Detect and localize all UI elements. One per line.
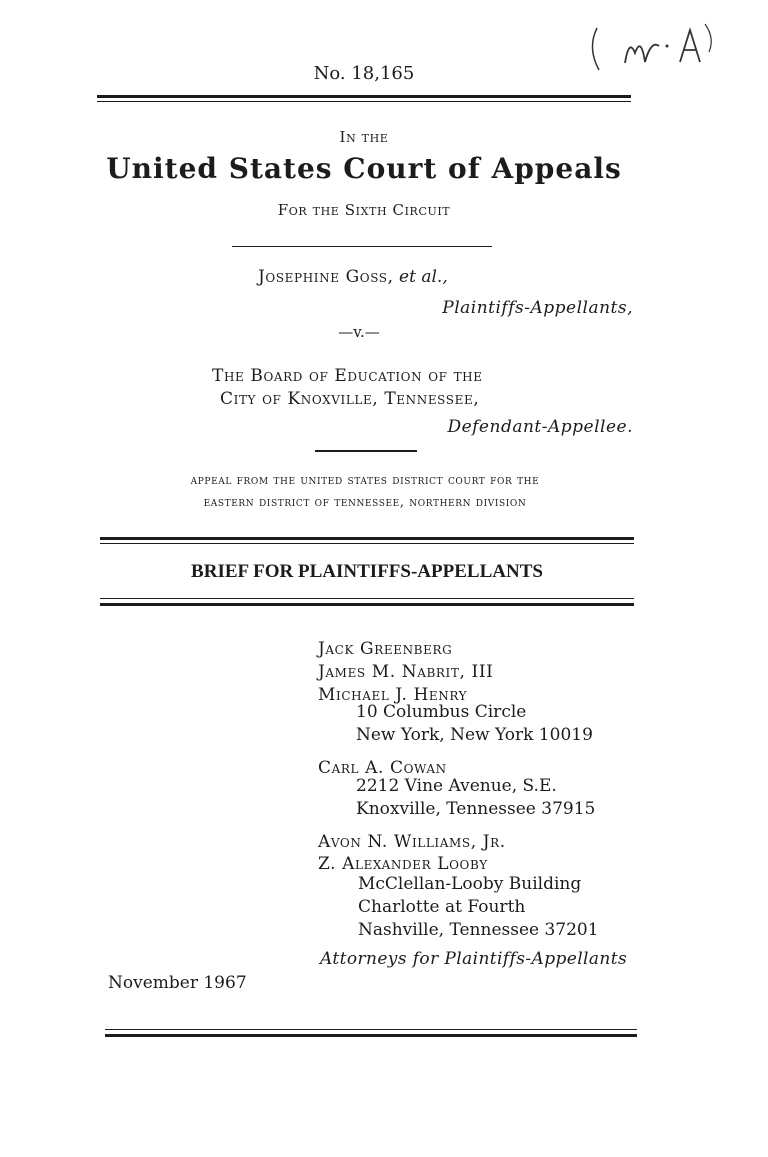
plaintiff-name: Josephine Goss, bbox=[258, 267, 394, 287]
title-rule-top-thick bbox=[100, 537, 634, 540]
attorney-name: Z. Alexander Looby bbox=[318, 854, 488, 874]
title-rule-bottom-thin bbox=[100, 598, 634, 599]
attorney-address: Knoxville, Tennessee 37915 bbox=[356, 799, 596, 819]
top-rule-thick bbox=[97, 95, 631, 98]
attorney-address: Nashville, Tennessee 37201 bbox=[358, 920, 599, 940]
appeal-line-1: appeal from the united states district court for the bbox=[190, 473, 540, 488]
attorney-address: Charlotte at Fourth bbox=[358, 897, 526, 917]
court-divider bbox=[232, 246, 492, 247]
attorney-address: New York, New York 10019 bbox=[356, 725, 593, 745]
attorney-name: Carl A. Cowan bbox=[318, 758, 447, 778]
attorney-name: James M. Nabrit, III bbox=[318, 662, 494, 682]
attorneys-role: Attorneys for Plaintiffs-Appellants bbox=[320, 949, 628, 969]
attorney-name: Jack Greenberg bbox=[318, 639, 453, 659]
defendant-line-1: The Board of Education of the bbox=[212, 366, 483, 386]
title-rule-bottom-thick bbox=[100, 603, 634, 606]
brief-title: BRIEF FOR PLAINTIFFS-APPELLANTS bbox=[191, 561, 543, 582]
defendant-role: Defendant-Appellee. bbox=[447, 417, 633, 437]
title-rule-top-thin bbox=[100, 543, 634, 544]
bottom-rule-thick bbox=[105, 1034, 637, 1037]
appeal-line-2: eastern district of tennessee, northern division bbox=[203, 495, 527, 510]
court-prefix: In the bbox=[339, 128, 389, 146]
plaintiff-role: Plaintiffs-Appellants, bbox=[442, 298, 633, 318]
attorney-name: Avon N. Williams, Jr. bbox=[318, 832, 506, 852]
defendant-line-2: City of Knoxville, Tennessee, bbox=[220, 389, 480, 409]
versus: —v.— bbox=[338, 323, 380, 341]
docket-number: No. 18,165 bbox=[313, 63, 415, 84]
bottom-rule-thin bbox=[105, 1029, 637, 1030]
attorney-address: McClellan-Looby Building bbox=[358, 874, 582, 894]
parties-divider bbox=[315, 450, 417, 452]
court-circuit: For the Sixth Circuit bbox=[277, 201, 451, 219]
attorney-address: 2212 Vine Avenue, S.E. bbox=[356, 776, 557, 796]
top-rule-thin bbox=[97, 101, 631, 102]
plaintiff-name-line bbox=[258, 265, 448, 289]
attorney-name: Michael J. Henry bbox=[318, 685, 468, 705]
plaintiff-etal: et al., bbox=[399, 267, 448, 287]
brief-date: November 1967 bbox=[108, 973, 247, 993]
attorney-address: 10 Columbus Circle bbox=[356, 702, 527, 722]
court-name: United States Court of Appeals bbox=[106, 152, 622, 185]
